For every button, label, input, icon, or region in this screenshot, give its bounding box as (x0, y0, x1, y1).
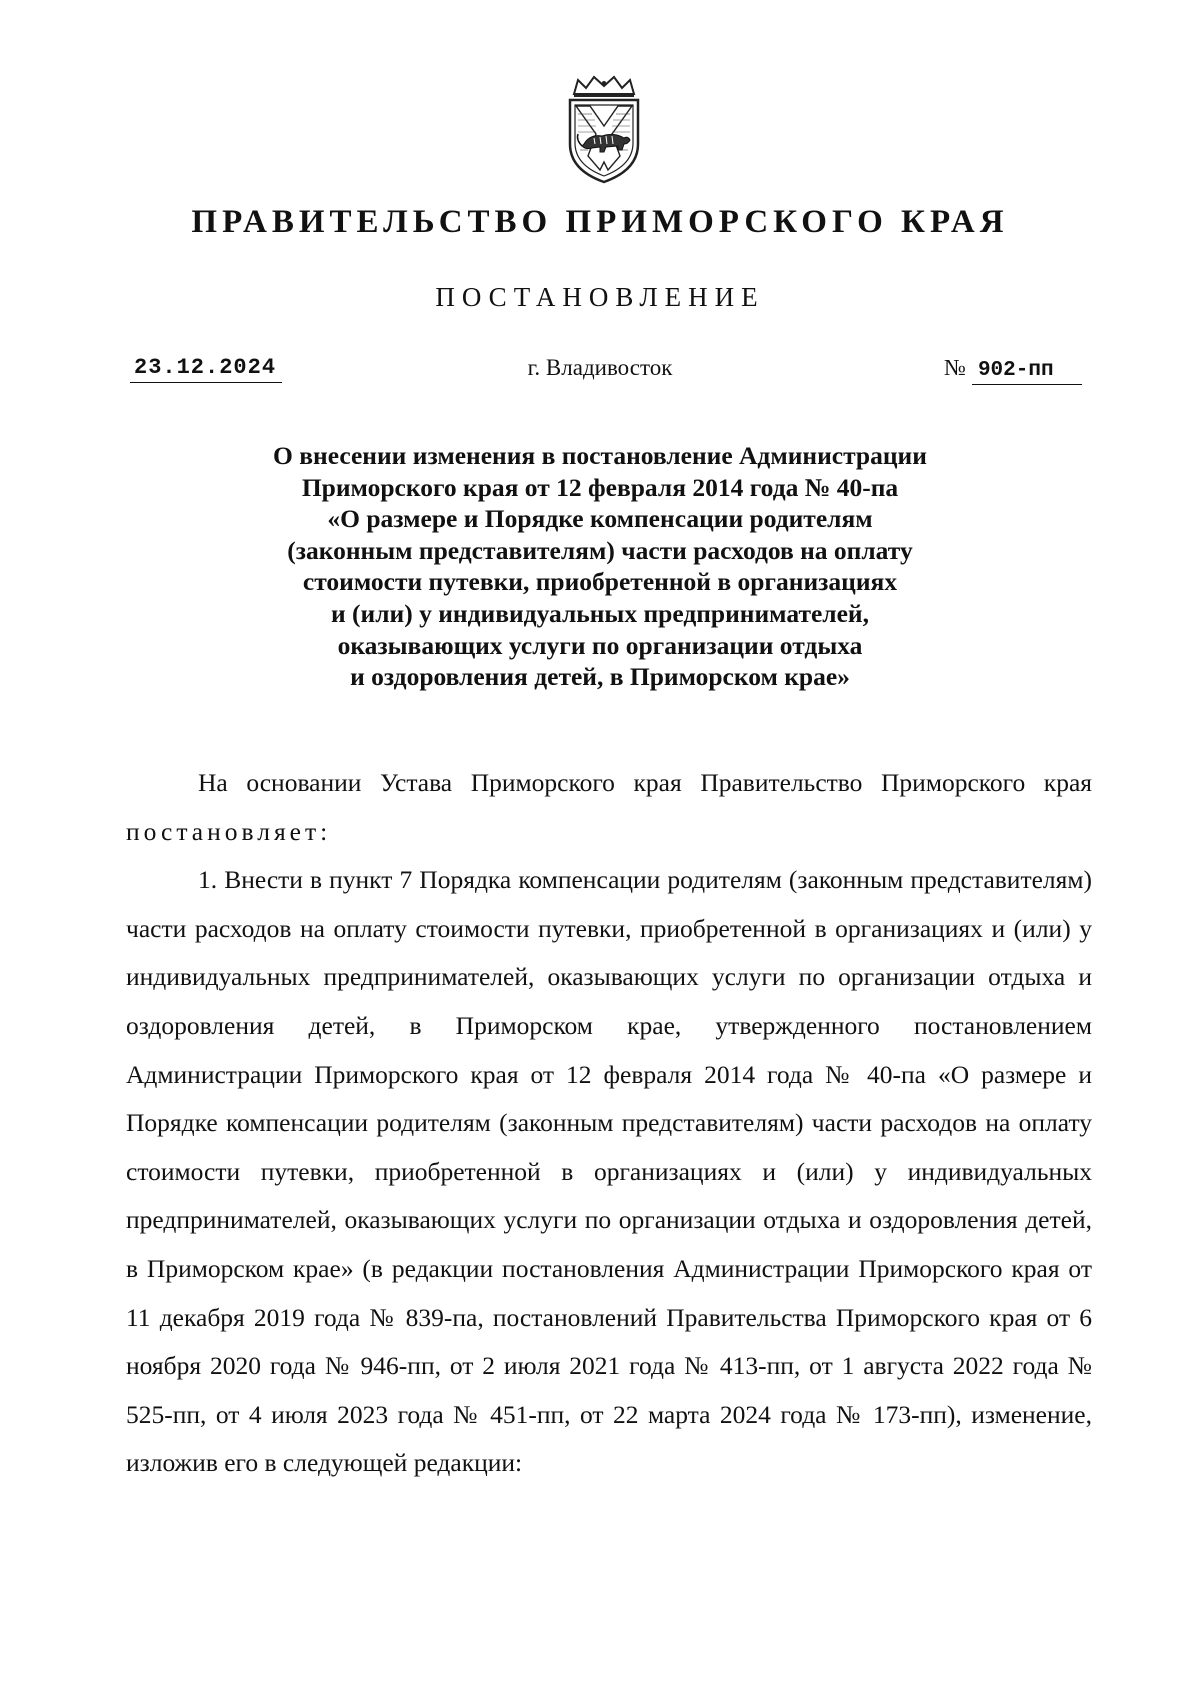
document-date: 23.12.2024 (130, 355, 282, 383)
clause-1-paragraph: 1. Внести в пункт 7 Порядка компенсации родителям (законным представителям) части расходов на оплату стоимости путевки, приобретенной в организациях и (или) у индивидуальных предпринимателей, оказывающих услуги по организации отдыха и оздоровления детей, в Приморском крае, утвержденного постановлением Администрации Приморского края от 12 февраля 2014 года № 40-па «О размере и Порядке компенсации родителям (законным представителям) части расходов на оплату стоимости путевки, приобретенной в организациях и (или) у индивидуальных предпринимателей, оказывающих услуги по организации отдыха и оздоровления детей, в Приморском крае» (в редакции постановления Администрации Приморского края от 11 декабря 2019 года № 839-па, постановлений Правительства Приморского края от 6 ноября 2020 года № 946-пп, от 2 июля 2021 года № 413-пп, от 1 августа 2022 года № 525-пп, от 4 июля 2023 года № 451-пп, от 22 марта 2024 года № 173-пп), изменение, изложив его в следующей редакции: (126, 865, 1092, 1478)
subject-line: и оздоровления детей, в Приморском крае» (350, 662, 850, 692)
document-city: г. Владивосток (527, 355, 673, 380)
number-sign: № (944, 355, 966, 380)
preamble-text: На основании Устава Приморского края Правительство Приморского края (198, 768, 1092, 797)
subject-line: стоимости путевки, приобретенной в организациях (302, 567, 898, 597)
document-meta-row (0, 355, 1200, 395)
document-number (944, 355, 1082, 385)
resolves-word: постановляет: (126, 816, 332, 846)
document-body (126, 759, 1092, 1488)
primorsky-krai-coat-of-arms-tiger-icon (562, 74, 646, 186)
subject-line: «О размере и Порядке компенсации родителям (327, 504, 873, 534)
document-type: ПОСТАНОВЛЕНИЕ (435, 282, 765, 312)
number-value: 902-пп (972, 359, 1082, 385)
subject-line: и (или) у индивидуальных предпринимателей, (330, 598, 869, 628)
subject-line: О внесении изменения в постановление Администрации (273, 441, 927, 470)
government-title: ПРАВИТЕЛЬСТВО ПРИМОРСКОГО КРАЯ (191, 204, 1009, 240)
subject-line: (законным представителям) части расходов на оплату (287, 535, 913, 565)
preamble-paragraph (126, 759, 1092, 856)
subject-line: Приморского края от 12 февраля 2014 года № 40-па (301, 472, 899, 502)
document-subject (150, 440, 1050, 693)
subject-line: оказывающих услуги по организации отдыха (337, 630, 863, 660)
